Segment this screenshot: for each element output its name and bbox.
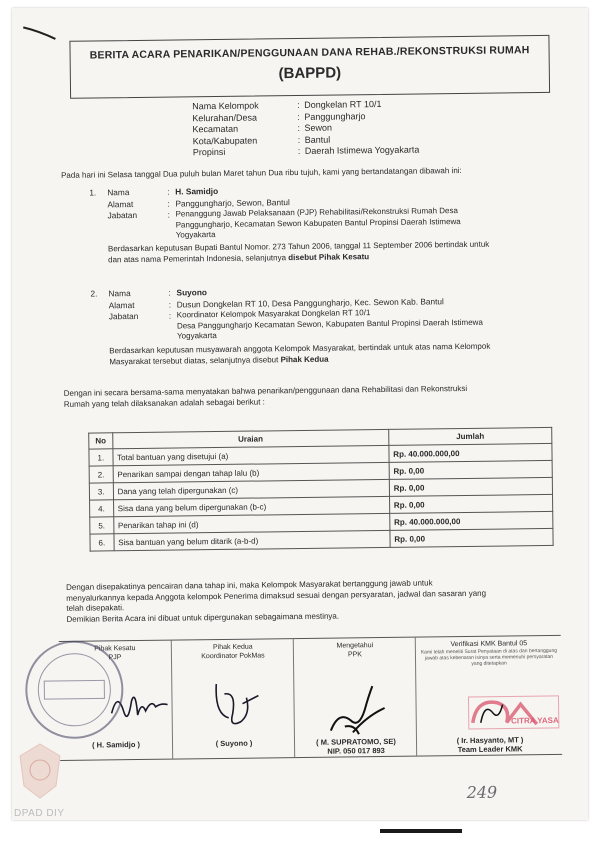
- info-label: Propinsi: [192, 146, 226, 158]
- row-description: Total bantuan yang disetujui (a): [113, 445, 389, 465]
- row-amount: Rp. 40.000.000,00: [389, 511, 552, 530]
- signatory-name: ( Suyono ): [215, 738, 253, 749]
- row-description: Penarikan sampai dengan tahap lalu (b): [113, 462, 389, 482]
- party-basis: [108, 239, 554, 265]
- row-number: 2.: [89, 466, 113, 483]
- party-basis: [109, 341, 555, 367]
- intro-text: Pada hari ini Selasa tanggal Dua puluh bulan Maret tahun Dua ribu tujuh, kami yang bertandatangan dibawah ini:: [61, 166, 462, 180]
- party-position: [175, 205, 547, 241]
- info-label: Nama Kelompok: [192, 100, 259, 112]
- closing-text: [66, 577, 560, 625]
- signatory-name: ( Ir. Hasyanto, MT ): [456, 735, 524, 746]
- signature-kmk: [415, 636, 563, 756]
- signature-subrole: PJP: [108, 654, 122, 662]
- row-description: Dana yang telah dipergunakan (c): [113, 479, 389, 499]
- row-amount: Rp. 0,00: [389, 494, 552, 513]
- party-position-label: Jabatan: [107, 209, 138, 221]
- party-position: [177, 306, 549, 342]
- signature-subrole: Koordinator PokMas: [201, 652, 265, 661]
- signature-role: Pihak Kesatu: [94, 645, 136, 653]
- closing-line: Demikian Berita Acara ini dibuat untuk dipergunakan sebagaimana mestinya.: [66, 611, 340, 624]
- party-basis-line: Berdasarkan keputusan musyawarah anggota Kelompok Masyarakat, bertindak untuk atas nama Kelompok: [109, 341, 491, 356]
- signature-subrole: PPK: [347, 651, 362, 659]
- signatory-nip: NIP. 050 017 893: [327, 745, 385, 756]
- signatory-name: ( M. SUPRATOMO, SE): [316, 736, 396, 747]
- party-address: Panggungharjo, Sewon, Bantul: [175, 197, 290, 209]
- party-position-line: Penanggung Jawab Pelaksanaan (PJP) Rehabilitasi/Rekonstruksi Rumah Desa: [175, 206, 458, 219]
- info-value: Daerah Istimewa Yogyakarta: [304, 144, 420, 156]
- row-amount: Rp. 0,00: [390, 528, 553, 547]
- document-page: [12, 8, 588, 820]
- group-info: Nama Kelompok : Dongkelan RT 10/1 Kelurahan/Desa : Panggungharjo Kecamatan : Sewon Kota/Kabupaten : Bantul Propinsi : Daerah Istimewa Yogyakarta: [192, 98, 420, 158]
- dpad-emblem-watermark: [16, 740, 64, 802]
- party-position-label: Jabatan: [108, 310, 139, 322]
- row-description: Sisa bantuan yang belum ditarik (a-b-d): [114, 530, 390, 550]
- party-basis-line: Berdasarkan keputusan Bupati Bantul Nomor. 273 Tahun 2006, tanggal 11 September 2006 bertindak untuk: [107, 239, 490, 254]
- row-description: Penarikan tahap ini (d): [113, 513, 389, 533]
- signatory-name: ( H. Samidjo ): [92, 739, 141, 750]
- signature-scribble: [476, 698, 506, 728]
- row-number: 4.: [90, 500, 114, 517]
- party-designation: disebut Pihak Kesatu: [288, 251, 370, 262]
- party-number: 2.: [90, 288, 98, 299]
- row-amount: Rp. 40.000.000,00: [389, 443, 552, 462]
- signature-role: Pihak Kedua: [212, 643, 253, 652]
- party-address-label: Alamat: [107, 199, 134, 210]
- closing-line: Dengan disepakatinya pencairan dana tahap ini, maka Kelompok Masyarakat bertanggung jawab untuk: [66, 578, 433, 592]
- column-header-description: Uraian: [112, 429, 388, 448]
- watermark-text: DPAD DIY: [14, 808, 65, 819]
- party-address-label: Alamat: [108, 300, 135, 311]
- party-position-line: Yogyakarta: [175, 230, 216, 240]
- stamp-text: CITRA YASA: [510, 715, 559, 726]
- party-position-line: Desa Panggungharjo Kecamatan Sewon, Kabupaten Bantul Propinsi Daerah Istimewa: [176, 317, 483, 330]
- signature-scribble: [206, 673, 267, 734]
- title-box: [69, 35, 550, 99]
- row-number: 6.: [90, 534, 114, 551]
- party-position-line: Yogyakarta: [176, 331, 217, 341]
- party-2: 2. Nama : Suyono Alamat : Dusun Dongkelan RT 10, Desa Panggungharjo, Kec. Sewon Kab. Bantul Jabatan : Koordinator Kelompok Masyarakat Dongkelan RT 10/1 Desa Panggungharjo Kecamatan Sewon, Kabupaten Bantul Propinsi Daerah Istimewa Yogyakarta Berdasarkan keputusan musyawarah anggota Kelompok Masyarakat, bertindak untuk atas nama Kelompok Masyarakat tersebut diatas, selanjutnya disebut Pihak Kedua: [7, 5, 583, 12]
- statement-line: Rumah yang telah dilaksanakan adalah sebagai berikut :: [63, 396, 265, 409]
- party-name: H. Samidjo: [175, 185, 219, 197]
- info-value: Panggungharjo: [304, 110, 366, 122]
- party-address: Dusun Dongkelan RT 10, Desa Panggungharjo, Kec. Sewon Kab. Bantul: [176, 296, 444, 310]
- column-header-no: No: [89, 433, 113, 449]
- party-position-line: Koordinator Kelompok Masyarakat Dongkelan RT 10/1: [176, 308, 371, 320]
- row-number: 3.: [89, 483, 113, 500]
- row-number: 1.: [89, 449, 113, 466]
- document-title: BERITA ACARA PENARIKAN/PENGGUNAAN DANA REHAB./REKONSTRUKSI RUMAH: [89, 44, 530, 62]
- statement: [64, 383, 558, 410]
- closing-line: telah disepakati.: [66, 603, 125, 613]
- party-name-label: Nama: [108, 288, 131, 299]
- row-amount: Rp. 0,00: [389, 460, 552, 479]
- info-label: Kota/Kabupaten: [192, 135, 258, 146]
- party-number: 1.: [89, 187, 97, 198]
- party-1: 1. Nama : H. Samidjo Alamat : Panggungharjo, Sewon, Bantul Jabatan : Penanggung Jawab Pelaksanaan (PJP) Rehabilitasi/Rekonstruksi Rumah Desa Panggungharjo, Kecamatan Sewon Kabupaten Bantul Propinsi Daerah Istimewa Yogyakarta Berdasarkan keputusan Bupati Bantul Nomor. 273 Tahun 2006, tanggal 11 September 2006 bertindak untuk dan atas nama Pemerintah Indonesia, selanjutnya disebut Pihak Kesatu: [7, 5, 583, 12]
- signatory-title: Team Leader KMK: [457, 744, 523, 755]
- party-position-line: Panggungharjo, Kecamatan Sewon Kabupaten Bantul Propinsi Daerah Istimewa: [175, 216, 461, 230]
- official-round-stamp: [19, 634, 130, 745]
- paper-fold-mark: [21, 23, 61, 43]
- handwritten-page-number: [462, 777, 514, 804]
- verification-note: Kami telah meneliti Surat Penyataan di atas dan bertanggung jawab atas kebenaran isinya serta memenuhi persyaratan yang ditetapkan: [420, 647, 558, 667]
- info-label: Kecamatan: [192, 123, 239, 135]
- signature-role: Mengetahui: [336, 642, 374, 650]
- info-value: Dongkelan RT 10/1: [304, 98, 382, 110]
- party-designation: Pihak Kedua: [280, 354, 329, 364]
- signature-role: Verifikasi KMK Bantul 05: [450, 640, 528, 649]
- info-label: Kelurahan/Desa: [192, 112, 257, 123]
- closing-line: menyalurkannya kepada Anggota kelompok Penerima dimaksud sesuai dengan persyaratan, jadwal dan sasaran yang: [66, 588, 487, 603]
- row-number: 5.: [90, 517, 114, 534]
- row-amount: Rp. 0,00: [389, 477, 552, 496]
- handwritten-number-text: 249: [466, 782, 498, 802]
- signature-ppk: [293, 638, 417, 757]
- document-abbreviation: (BAPPD): [278, 64, 342, 83]
- fund-table: [88, 427, 553, 552]
- party-name-label: Nama: [107, 187, 130, 198]
- info-value: Sewon: [304, 122, 333, 133]
- party-name: Suyono: [176, 287, 207, 298]
- party-basis-line: Masyarakat tersebut diatas, selanjutnya disebut: [109, 354, 281, 366]
- signature-scribble: [324, 680, 391, 739]
- statement-line: Dengan ini secara bersama-sama menyatakan bahwa penarikan/penggunaan dana Rehabilitasi dan Rekonstruksi: [63, 383, 468, 398]
- row-description: Sisa dana yang belum dipergunakan (b-c): [113, 496, 389, 516]
- party-basis-line: dan atas nama Pemerintah Indonesia, selanjutnya: [108, 252, 289, 264]
- info-value: Bantul: [304, 134, 331, 145]
- column-header-amount: Jumlah: [388, 427, 551, 445]
- bottom-edge-mark: [380, 829, 462, 833]
- signature-pokmas: [171, 639, 295, 758]
- signature-block: [59, 635, 562, 761]
